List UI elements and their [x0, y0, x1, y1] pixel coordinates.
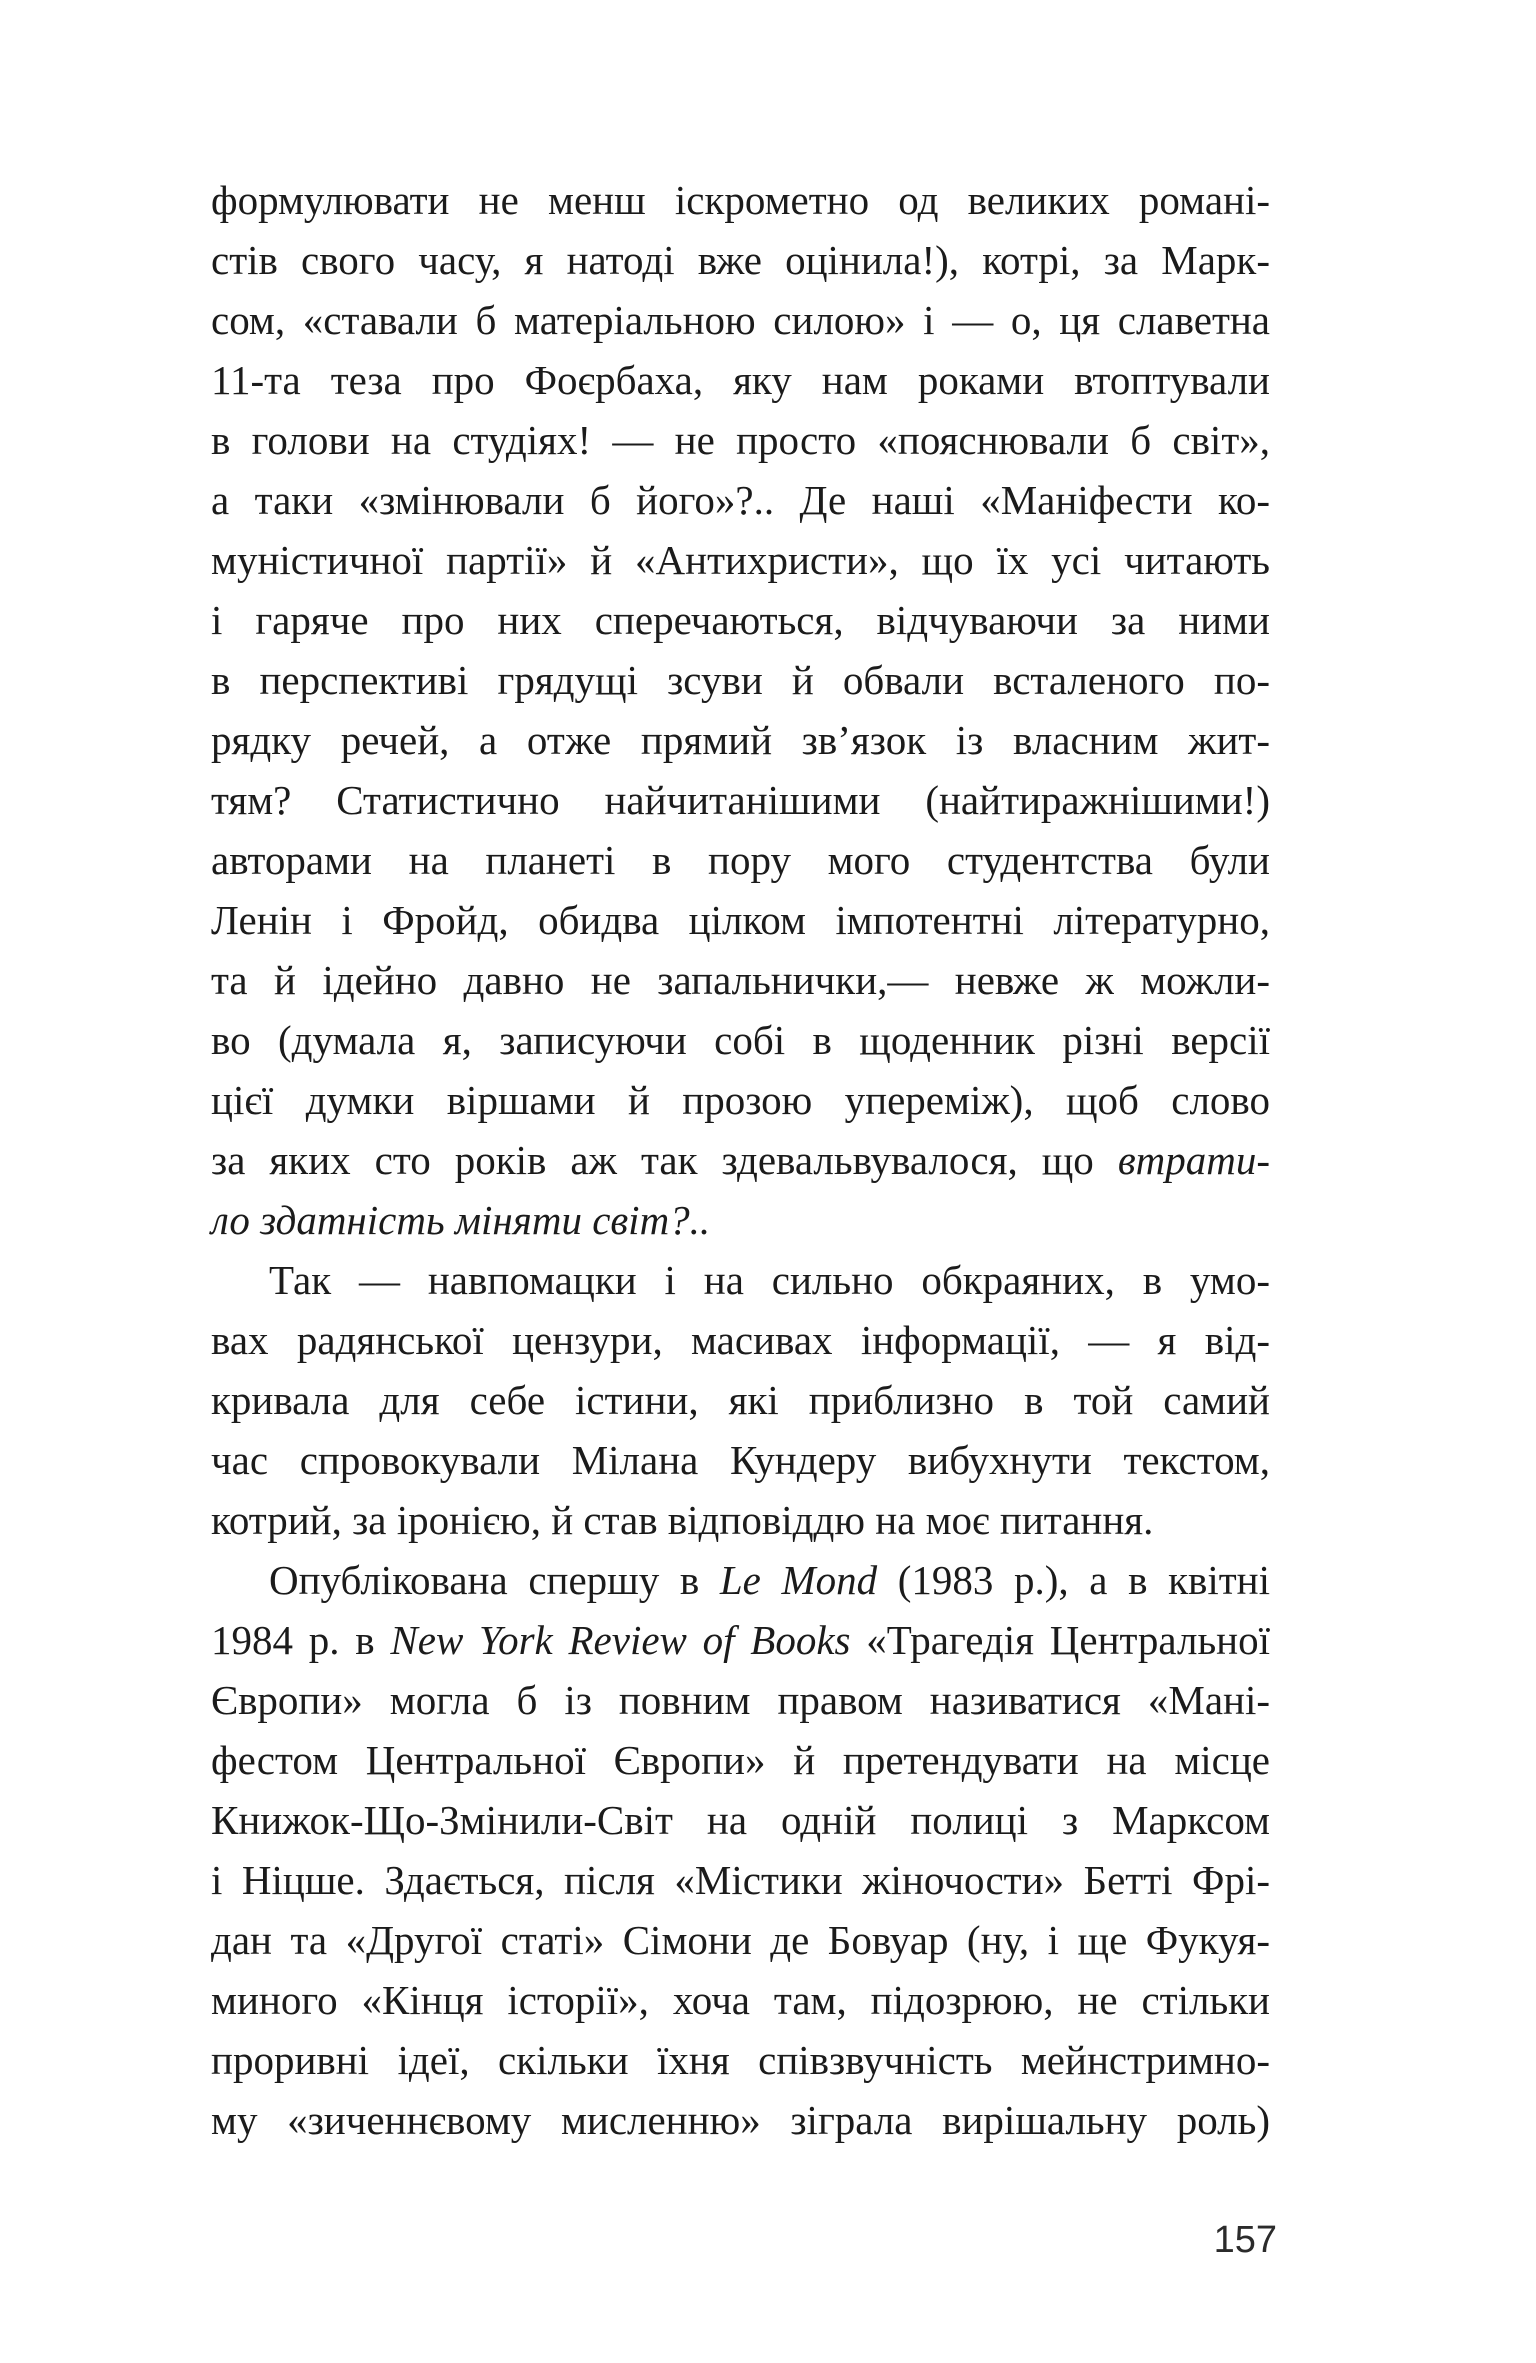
italic-text-segment: втрати- — [1117, 1137, 1270, 1183]
text-line — [211, 470, 1270, 530]
text-segment: муністичної партії» й «Антихристи», що їх усі читають — [211, 537, 1270, 583]
text-line — [211, 2090, 1270, 2150]
text-line — [211, 1670, 1270, 1730]
text-segment: цієї думки віршами й прозою упереміж), щоб слово — [211, 1077, 1270, 1123]
italic-text-segment: ло здатність міняти світ?.. — [211, 1197, 711, 1243]
text-segment: фестом Центральної Європи» й претендувати на місце — [211, 1737, 1270, 1783]
text-segment: (1983 р.), а в квітні — [877, 1557, 1270, 1603]
text-segment: формулювати не менш іскрометно од великих романі- — [211, 177, 1270, 223]
text-line — [211, 170, 1270, 230]
text-line — [211, 1610, 1270, 1670]
text-segment: 11-та теза про Фоєрбаха, яку нам роками втоптували — [211, 357, 1270, 403]
italic-text-segment: Le Mond — [719, 1557, 878, 1603]
text-segment: в перспективі грядущі зсуви й обвали всталеного по- — [211, 657, 1270, 703]
text-line — [211, 1190, 1270, 1250]
text-line — [211, 1910, 1270, 1970]
text-line — [211, 890, 1270, 950]
text-segment: за яких сто років аж так здевальвувалося, що — [211, 1137, 1118, 1183]
text-line — [211, 1370, 1270, 1430]
text-line — [211, 350, 1270, 410]
text-segment: а таки «змінювали б його»?.. Де наші «Маніфести ко- — [211, 477, 1270, 523]
text-line — [211, 1310, 1270, 1370]
text-line — [211, 530, 1270, 590]
text-segment: проривні ідеї, скільки їхня співзвучність мейнстримно- — [211, 2037, 1270, 2083]
text-segment: му «зиченнєвому мисленню» зіграла вирішальну роль) — [211, 2097, 1270, 2143]
text-line — [211, 1130, 1270, 1190]
text-segment: миного «Кінця історії», хоча там, підозрюю, не стільки — [211, 1977, 1270, 2023]
text-segment: тям? Статистично найчитанішими (найтиражнішими!) — [211, 777, 1270, 823]
text-line — [211, 1790, 1270, 1850]
page-number: 157 — [1213, 2219, 1277, 2261]
text-column — [211, 170, 1270, 2150]
text-line — [211, 1490, 1270, 1550]
text-line — [211, 290, 1270, 350]
italic-text-segment: New York Review of Books — [390, 1617, 851, 1663]
text-segment: і гаряче про них сперечаються, відчуваючи за ними — [211, 597, 1270, 643]
text-segment: Ленін і Фройд, обидва цілком імпотентні літературно, — [211, 897, 1270, 943]
text-line — [211, 830, 1270, 890]
text-line — [211, 1430, 1270, 1490]
text-line — [211, 590, 1270, 650]
text-line — [211, 1730, 1270, 1790]
text-segment: во (думала я, записуючи собі в щоденник різні версії — [211, 1017, 1270, 1063]
text-segment: «Трагедія Центральної — [850, 1617, 1270, 1663]
text-line — [211, 410, 1270, 470]
text-line — [211, 1070, 1270, 1130]
text-segment: час спровокували Мілана Кундеру вибухнути текстом, — [211, 1437, 1270, 1483]
text-line — [211, 230, 1270, 290]
text-line — [211, 710, 1270, 770]
text-segment: в голови на студіях! — не просто «пояснювали б світ», — [211, 417, 1270, 463]
text-segment: рядку речей, а отже прямий зв’язок із власним жит- — [211, 717, 1270, 763]
text-line — [211, 1250, 1270, 1310]
text-segment: дан та «Другої статі» Сімони де Бовуар (ну, і ще Фукуя- — [211, 1917, 1270, 1963]
text-segment: котрий, за іронією, й став відповіддю на моє питання. — [211, 1497, 1154, 1543]
text-segment: Європи» могла б із повним правом називатися «Мані- — [211, 1677, 1270, 1723]
text-segment: сом, «ставали б матеріальною силою» і — о, ця славетна — [211, 297, 1270, 343]
text-line — [211, 950, 1270, 1010]
text-segment: кривала для себе істини, які приблизно в той самий — [211, 1377, 1270, 1423]
text-segment: стів свого часу, я натоді вже оцінила!), котрі, за Марк- — [211, 237, 1270, 283]
text-segment: Так — навпомацки і на сильно обкраяних, в умо- — [269, 1257, 1270, 1303]
text-segment: Опублікована спершу в — [269, 1557, 720, 1603]
text-line — [211, 2030, 1270, 2090]
text-line — [211, 1010, 1270, 1070]
text-segment: і Ніцше. Здається, після «Містики жіночости» Бетті Фрі- — [211, 1857, 1270, 1903]
text-segment: та й ідейно давно не запальнички,— невже ж можли- — [211, 957, 1270, 1003]
text-line — [211, 1850, 1270, 1910]
text-line — [211, 1550, 1270, 1610]
text-segment: вах радянської цензури, масивах інформації, — я від- — [211, 1317, 1270, 1363]
text-line — [211, 650, 1270, 710]
text-line — [211, 770, 1270, 830]
text-segment: Книжок-Що-Змінили-Світ на одній полиці з Марксом — [211, 1797, 1270, 1843]
text-segment: авторами на планеті в пору мого студентства були — [211, 837, 1270, 883]
text-segment: 1984 р. в — [211, 1617, 391, 1663]
text-line — [211, 1970, 1270, 2030]
